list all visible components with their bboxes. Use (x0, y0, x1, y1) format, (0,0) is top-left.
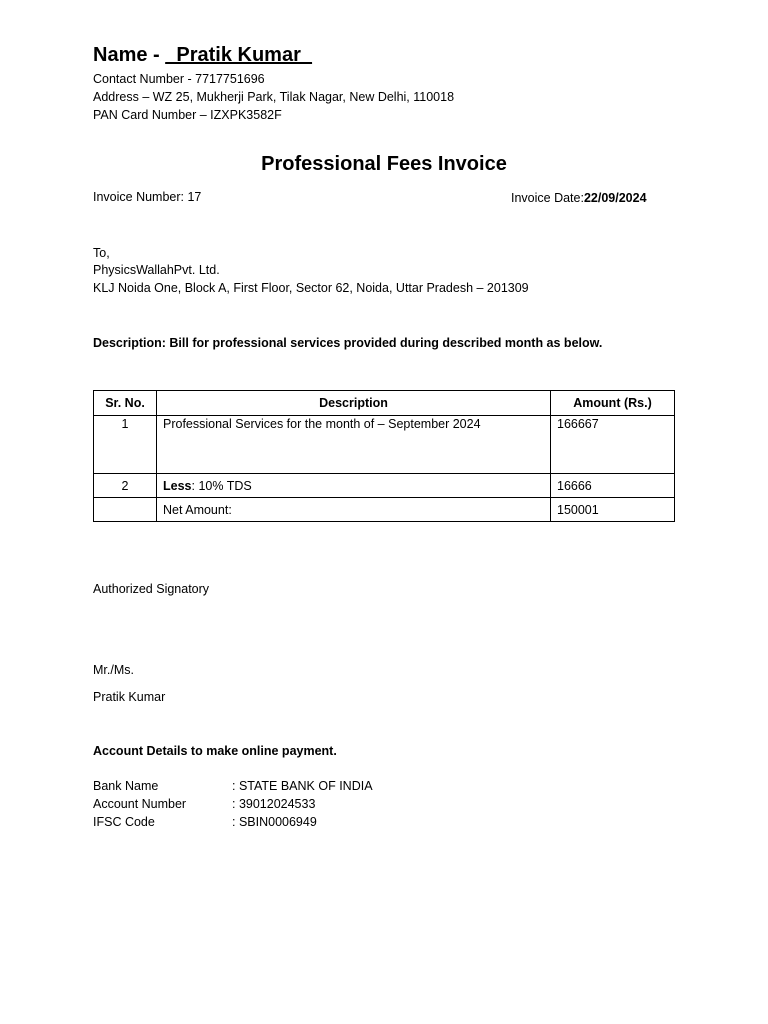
bank-name-row (93, 778, 373, 796)
header-description: Description (157, 391, 551, 416)
cell-amount: 166667 (551, 416, 675, 474)
cell-sr-no: 2 (94, 474, 157, 498)
invoice-title: Professional Fees Invoice (261, 153, 507, 175)
cell-description: Professional Services for the month of – September 2024 (157, 416, 551, 474)
bank-name-label: Bank Name (93, 779, 159, 793)
tds-text: : 10% TDS (191, 478, 252, 493)
ifsc-row (93, 814, 317, 832)
account-number-row (93, 796, 315, 814)
account-number-value: : 39012024533 (232, 797, 316, 811)
invoice-date-label: Invoice Date: (511, 191, 584, 205)
invoice-number: Invoice Number: 17 (93, 190, 202, 204)
account-number-label: Account Number (93, 797, 187, 811)
items-table (93, 390, 675, 522)
recipient-address: KLJ Noida One, Block A, First Floor, Sector 62, Noida, Uttar Pradesh – 201309 (93, 281, 529, 295)
header-sr-no: Sr. No. (94, 391, 157, 416)
cell-amount: 150001 (551, 498, 675, 522)
account-heading: Account Details to make online payment. (93, 744, 337, 758)
ifsc-label: IFSC Code (93, 815, 155, 829)
address: Address – WZ 25, Mukherji Park, Tilak Nagar, New Delhi, 110018 (93, 90, 455, 104)
contact-number: Contact Number - 7717751696 (93, 72, 265, 86)
invoice-date-value: 22/09/2024 (583, 191, 647, 205)
header-amount: Amount (Rs.) (551, 391, 675, 416)
authorized-signatory: Authorized Signatory (93, 582, 210, 596)
description-line: Description: Bill for professional services provided during described month as below. (93, 336, 603, 350)
less-label: Less (163, 478, 192, 493)
name-heading (93, 44, 312, 67)
pan-number: PAN Card Number – IZXPK3582F (93, 108, 282, 122)
name-value: _Pratik Kumar_ (165, 44, 312, 66)
ifsc-value: : SBIN0006949 (232, 815, 317, 829)
recipient-company: PhysicsWallahPvt. Ltd. (93, 263, 220, 277)
name-prefix: Name - (93, 44, 166, 66)
cell-description (157, 474, 551, 498)
cell-amount: 16666 (551, 474, 675, 498)
cell-sr-no (94, 498, 157, 522)
cell-sr-no: 1 (94, 416, 157, 474)
cell-description: Net Amount: (157, 498, 551, 522)
table-header-row (94, 391, 675, 416)
recipient-to: To, (93, 246, 110, 260)
table-row (94, 498, 675, 522)
invoice-date (511, 190, 647, 208)
table-row (94, 416, 675, 474)
salutation: Mr./Ms. (93, 663, 134, 677)
bank-name-value: : STATE BANK OF INDIA (232, 779, 373, 793)
signatory-name: Pratik Kumar (93, 690, 166, 704)
table-row (94, 474, 675, 498)
